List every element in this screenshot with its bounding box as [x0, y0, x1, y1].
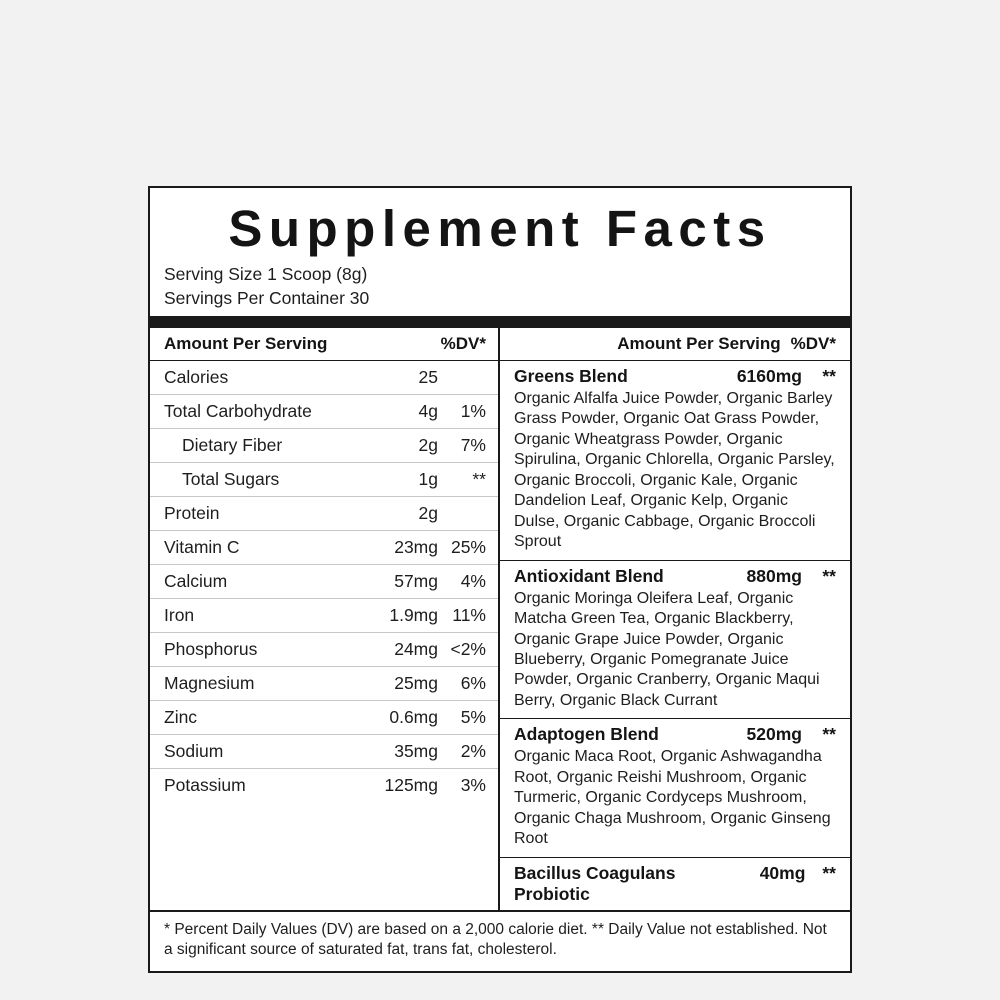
table-row — [150, 497, 498, 531]
nutrient-amount: 1g — [418, 468, 438, 489]
nutrient-name: Phosphorus — [164, 638, 258, 659]
table-row — [150, 429, 498, 463]
nutrient-name: Calcium — [164, 570, 228, 591]
blend-amount: 40mg — [759, 862, 806, 883]
table-row — [150, 667, 498, 701]
nutrient-amount: 125mg — [384, 774, 438, 795]
blend-name: Antioxidant Blend — [514, 565, 664, 586]
footnote-text: * Percent Daily Values (DV) are based on a 2,000 calorie diet. ** Daily Value not established. Not a significant source of saturated fat, trans fat, cholesterol. — [164, 920, 827, 959]
nutrient-name: Total Carbohydrate — [164, 400, 312, 421]
blend-dv: ** — [822, 862, 836, 883]
nutrient-name: Magnesium — [164, 672, 255, 693]
blend-amount: 520mg — [746, 724, 802, 745]
nutrient-name: Total Sugars — [182, 468, 280, 489]
supplement-facts-panel — [148, 186, 852, 973]
nutrient-name: Dietary Fiber — [182, 434, 283, 455]
nutrient-name: Calories — [164, 366, 229, 387]
nutrient-amount: 23mg — [394, 536, 438, 557]
nutrient-dv: 4% — [460, 570, 486, 591]
nutrient-dv: 25% — [450, 536, 486, 557]
blend-ingredients: Organic Alfalfa Juice Powder, Organic Barley Grass Powder, Organic Oat Grass Powder, Organic Wheatgrass Powder, Organic Spirulina, Organic Chlorella, Organic Parsley, Organic Broccoli, Organic Kale, Organic Dandelion Leaf, Organic Kelp, Organic Dulse, Organic Cabbage, Organic Broccoli Sprout — [514, 389, 835, 551]
nutrient-name: Iron — [164, 604, 195, 625]
nutrient-dv: 3% — [460, 774, 486, 795]
nutrients-dv-header: %DV* — [440, 333, 486, 353]
blend-section — [500, 561, 850, 720]
page-title: Supplement Facts — [228, 200, 772, 257]
table-row — [150, 463, 498, 497]
nutrient-amount: 1.9mg — [389, 604, 438, 625]
blend-header — [514, 724, 836, 745]
nutrient-amount: 24mg — [394, 638, 438, 659]
thick-divider — [150, 316, 850, 328]
table-row — [150, 395, 498, 429]
blend-amount: 880mg — [746, 565, 802, 586]
blend-dv: ** — [822, 365, 836, 386]
blend-ingredients: Organic Maca Root, Organic Ashwagandha Root, Organic Reishi Mushroom, Organic Turmeric, Organic Cordyceps Mushroom, Organic Chaga Mushroom, Organic Ginseng Root — [514, 748, 831, 848]
blend-header — [514, 566, 836, 587]
nutrient-amount: 57mg — [394, 570, 438, 591]
blend-dv: ** — [822, 565, 836, 586]
blend-dv: ** — [822, 724, 836, 745]
nutrient-amount: 2g — [418, 434, 438, 455]
blends-dv-header: %DV* — [790, 333, 836, 353]
blend-ingredients: Organic Moringa Oleifera Leaf, Organic Matcha Green Tea, Organic Blackberry, Organic Grape Juice Powder, Organic Blueberry, Organic Pomegranate Juice Powder, Organic Cranberry, Organic Maqui Berry, Organic Black Currant — [514, 589, 820, 709]
blend-name: Adaptogen Blend — [514, 724, 659, 745]
nutrient-name: Vitamin C — [164, 536, 240, 557]
nutrient-amount: 25 — [418, 366, 438, 387]
table-row — [150, 599, 498, 633]
nutrient-dv: <2% — [450, 638, 486, 659]
blends-table-header — [500, 328, 850, 361]
nutrient-dv: 1% — [460, 400, 486, 421]
servings-per-container: Servings Per Container 30 — [164, 287, 370, 308]
nutrient-amount: 2g — [418, 502, 438, 523]
table-row — [150, 735, 498, 769]
blend-name: Bacillus Coagulans Probiotic — [514, 862, 676, 904]
facts-columns — [150, 328, 850, 910]
table-row — [150, 361, 498, 395]
blend-header — [514, 863, 836, 905]
nutrient-dv: 6% — [460, 672, 486, 693]
table-row — [150, 701, 498, 735]
nutrient-amount: 4g — [418, 400, 438, 421]
table-row — [150, 531, 498, 565]
nutrient-name: Protein — [164, 502, 220, 523]
table-row — [150, 769, 498, 802]
nutrient-name: Zinc — [164, 706, 198, 727]
nutrients-column — [150, 328, 500, 910]
nutrients-table-header — [150, 328, 498, 361]
nutrient-amount: 35mg — [394, 740, 438, 761]
table-row — [150, 565, 498, 599]
blend-section — [500, 719, 850, 857]
blend-name: Greens Blend — [514, 365, 628, 386]
nutrient-name: Sodium — [164, 740, 224, 761]
table-row — [150, 633, 498, 667]
blends-amount-header: Amount Per Serving — [617, 333, 781, 353]
nutrient-amount: 0.6mg — [389, 706, 438, 727]
serving-info — [150, 262, 850, 316]
nutrient-dv: ** — [472, 468, 486, 489]
nutrients-amount-header: Amount Per Serving — [164, 333, 328, 353]
nutrient-dv: 11% — [452, 604, 486, 625]
blend-header — [514, 366, 836, 387]
nutrient-name: Potassium — [164, 774, 246, 795]
blend-amount: 6160mg — [736, 365, 802, 386]
serving-size: Serving Size 1 Scoop (8g) — [164, 263, 368, 284]
nutrient-dv: 5% — [460, 706, 486, 727]
blends-column — [500, 328, 850, 910]
nutrient-dv: 2% — [460, 740, 486, 761]
blend-section — [500, 361, 850, 561]
nutrient-dv: 7% — [460, 434, 486, 455]
blend-section — [500, 858, 850, 910]
nutrient-amount: 25mg — [394, 672, 438, 693]
